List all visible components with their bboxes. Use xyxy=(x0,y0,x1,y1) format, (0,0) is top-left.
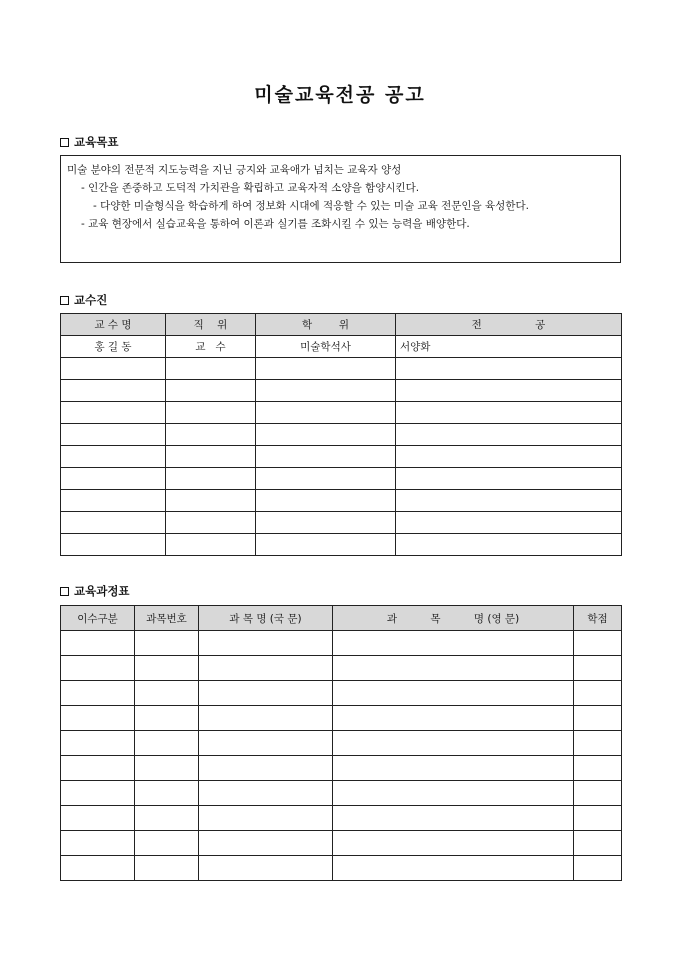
curriculum-cell xyxy=(574,831,622,856)
curriculum-col-course-number: 과목번호 xyxy=(135,606,199,631)
curriculum-heading-label: 교육과정표 xyxy=(74,584,130,598)
curriculum-cell xyxy=(574,806,622,831)
curriculum-cell xyxy=(199,856,333,881)
curriculum-col-course-name-ko: 과 목 명 (국 문) xyxy=(199,606,333,631)
curriculum-cell xyxy=(199,731,333,756)
faculty-cell xyxy=(396,380,622,402)
curriculum-cell xyxy=(61,681,135,706)
faculty-cell xyxy=(166,402,256,424)
curriculum-cell xyxy=(135,806,199,831)
curriculum-cell xyxy=(61,856,135,881)
curriculum-cell xyxy=(333,756,574,781)
table-row xyxy=(61,781,622,806)
faculty-col-degree: 학 위 xyxy=(256,314,396,336)
table-row xyxy=(61,631,622,656)
table-row xyxy=(61,358,622,380)
faculty-cell xyxy=(256,534,396,556)
curriculum-cell xyxy=(135,731,199,756)
curriculum-cell xyxy=(199,706,333,731)
faculty-cell xyxy=(166,424,256,446)
faculty-cell xyxy=(61,534,166,556)
curriculum-cell xyxy=(333,856,574,881)
faculty-col-major: 전 공 xyxy=(396,314,622,336)
curriculum-cell xyxy=(135,681,199,706)
table-row xyxy=(61,856,622,881)
curriculum-cell xyxy=(199,681,333,706)
curriculum-cell xyxy=(199,631,333,656)
faculty-section-heading xyxy=(60,292,107,308)
curriculum-cell xyxy=(333,706,574,731)
faculty-heading-label: 교수진 xyxy=(74,293,108,307)
curriculum-cell xyxy=(574,781,622,806)
page-title: 미술교육전공 공고 xyxy=(254,84,426,106)
faculty-cell-degree: 미술학석사 xyxy=(256,336,396,358)
curriculum-cell xyxy=(199,756,333,781)
goals-box xyxy=(60,155,621,263)
faculty-table xyxy=(60,313,622,556)
curriculum-col-category: 이수구분 xyxy=(61,606,135,631)
faculty-cell xyxy=(256,380,396,402)
faculty-cell xyxy=(61,424,166,446)
curriculum-cell xyxy=(61,706,135,731)
curriculum-col-course-name-en: 과 목 명 (영 문) xyxy=(333,606,574,631)
goal-item: - 인간을 존중하고 도덕적 가치관을 확립하고 교육자적 소양을 함양시킨다. xyxy=(81,182,420,194)
checkbox-icon xyxy=(60,296,69,305)
faculty-col-position: 직 위 xyxy=(166,314,256,336)
goals-intro: 미술 분야의 전문적 지도능력을 지닌 긍지와 교육애가 넘치는 교육자 양성 xyxy=(67,164,402,176)
curriculum-cell xyxy=(333,831,574,856)
curriculum-cell xyxy=(574,631,622,656)
faculty-cell xyxy=(256,424,396,446)
curriculum-cell xyxy=(135,631,199,656)
faculty-header-row xyxy=(61,314,622,336)
faculty-cell xyxy=(396,358,622,380)
goals-section-heading xyxy=(60,134,118,150)
curriculum-cell xyxy=(574,656,622,681)
goal-item: - 다양한 미술형식을 학습하게 하여 정보화 시대에 적응할 수 있는 미술 교육 전문인을 육성한다. xyxy=(93,200,529,212)
faculty-cell xyxy=(256,468,396,490)
curriculum-cell xyxy=(135,756,199,781)
faculty-cell xyxy=(61,468,166,490)
faculty-cell xyxy=(396,402,622,424)
faculty-cell xyxy=(256,358,396,380)
faculty-cell xyxy=(166,490,256,512)
curriculum-cell xyxy=(61,831,135,856)
checkbox-icon xyxy=(60,587,69,596)
faculty-cell xyxy=(396,468,622,490)
table-row xyxy=(61,424,622,446)
curriculum-section-heading xyxy=(60,583,130,599)
goals-heading-label: 교육목표 xyxy=(74,135,119,149)
curriculum-cell xyxy=(199,806,333,831)
faculty-cell-position: 교 수 xyxy=(166,336,256,358)
faculty-cell xyxy=(166,358,256,380)
curriculum-cell xyxy=(333,781,574,806)
faculty-cell xyxy=(396,424,622,446)
faculty-cell xyxy=(256,512,396,534)
curriculum-cell xyxy=(333,631,574,656)
curriculum-cell xyxy=(574,756,622,781)
curriculum-cell xyxy=(199,656,333,681)
curriculum-cell xyxy=(574,731,622,756)
curriculum-cell xyxy=(135,656,199,681)
faculty-cell xyxy=(61,490,166,512)
curriculum-cell xyxy=(61,631,135,656)
faculty-col-name: 교 수 명 xyxy=(61,314,166,336)
table-row xyxy=(61,731,622,756)
checkbox-icon xyxy=(60,138,69,147)
faculty-cell-name: 홍 길 동 xyxy=(61,336,166,358)
faculty-cell xyxy=(396,534,622,556)
faculty-cell xyxy=(61,402,166,424)
faculty-cell xyxy=(61,380,166,402)
table-row xyxy=(61,831,622,856)
faculty-cell xyxy=(256,402,396,424)
table-row xyxy=(61,756,622,781)
curriculum-cell xyxy=(574,856,622,881)
table-row xyxy=(61,681,622,706)
table-row xyxy=(61,806,622,831)
table-row xyxy=(61,446,622,468)
faculty-cell xyxy=(256,446,396,468)
curriculum-cell xyxy=(61,806,135,831)
curriculum-cell xyxy=(333,731,574,756)
curriculum-col-credits: 학점 xyxy=(574,606,622,631)
curriculum-cell xyxy=(199,831,333,856)
faculty-cell xyxy=(166,446,256,468)
table-row xyxy=(61,534,622,556)
faculty-cell xyxy=(166,468,256,490)
table-row xyxy=(61,706,622,731)
faculty-cell xyxy=(396,446,622,468)
table-row xyxy=(61,336,622,358)
curriculum-cell xyxy=(135,856,199,881)
table-row xyxy=(61,402,622,424)
faculty-cell xyxy=(166,534,256,556)
curriculum-cell xyxy=(61,731,135,756)
curriculum-cell xyxy=(199,781,333,806)
curriculum-cell xyxy=(61,756,135,781)
table-row xyxy=(61,656,622,681)
faculty-cell xyxy=(166,512,256,534)
curriculum-cell xyxy=(135,831,199,856)
curriculum-cell xyxy=(333,656,574,681)
curriculum-cell xyxy=(135,781,199,806)
curriculum-table xyxy=(60,605,622,881)
goal-item: - 교육 현장에서 실습교육을 통하여 이론과 실기를 조화시킬 수 있는 능력을 배양한다. xyxy=(81,218,470,230)
curriculum-cell xyxy=(333,681,574,706)
table-row xyxy=(61,468,622,490)
curriculum-cell xyxy=(135,706,199,731)
faculty-cell xyxy=(61,512,166,534)
curriculum-cell xyxy=(574,706,622,731)
curriculum-cell xyxy=(61,656,135,681)
table-row xyxy=(61,512,622,534)
faculty-cell xyxy=(396,490,622,512)
faculty-cell xyxy=(166,380,256,402)
curriculum-header-row xyxy=(61,606,622,631)
faculty-cell xyxy=(61,358,166,380)
faculty-cell-major: 서양화 xyxy=(396,336,622,358)
faculty-cell xyxy=(396,512,622,534)
table-row xyxy=(61,490,622,512)
faculty-cell xyxy=(61,446,166,468)
curriculum-cell xyxy=(574,681,622,706)
curriculum-cell xyxy=(61,781,135,806)
faculty-cell xyxy=(256,490,396,512)
curriculum-cell xyxy=(333,806,574,831)
table-row xyxy=(61,380,622,402)
